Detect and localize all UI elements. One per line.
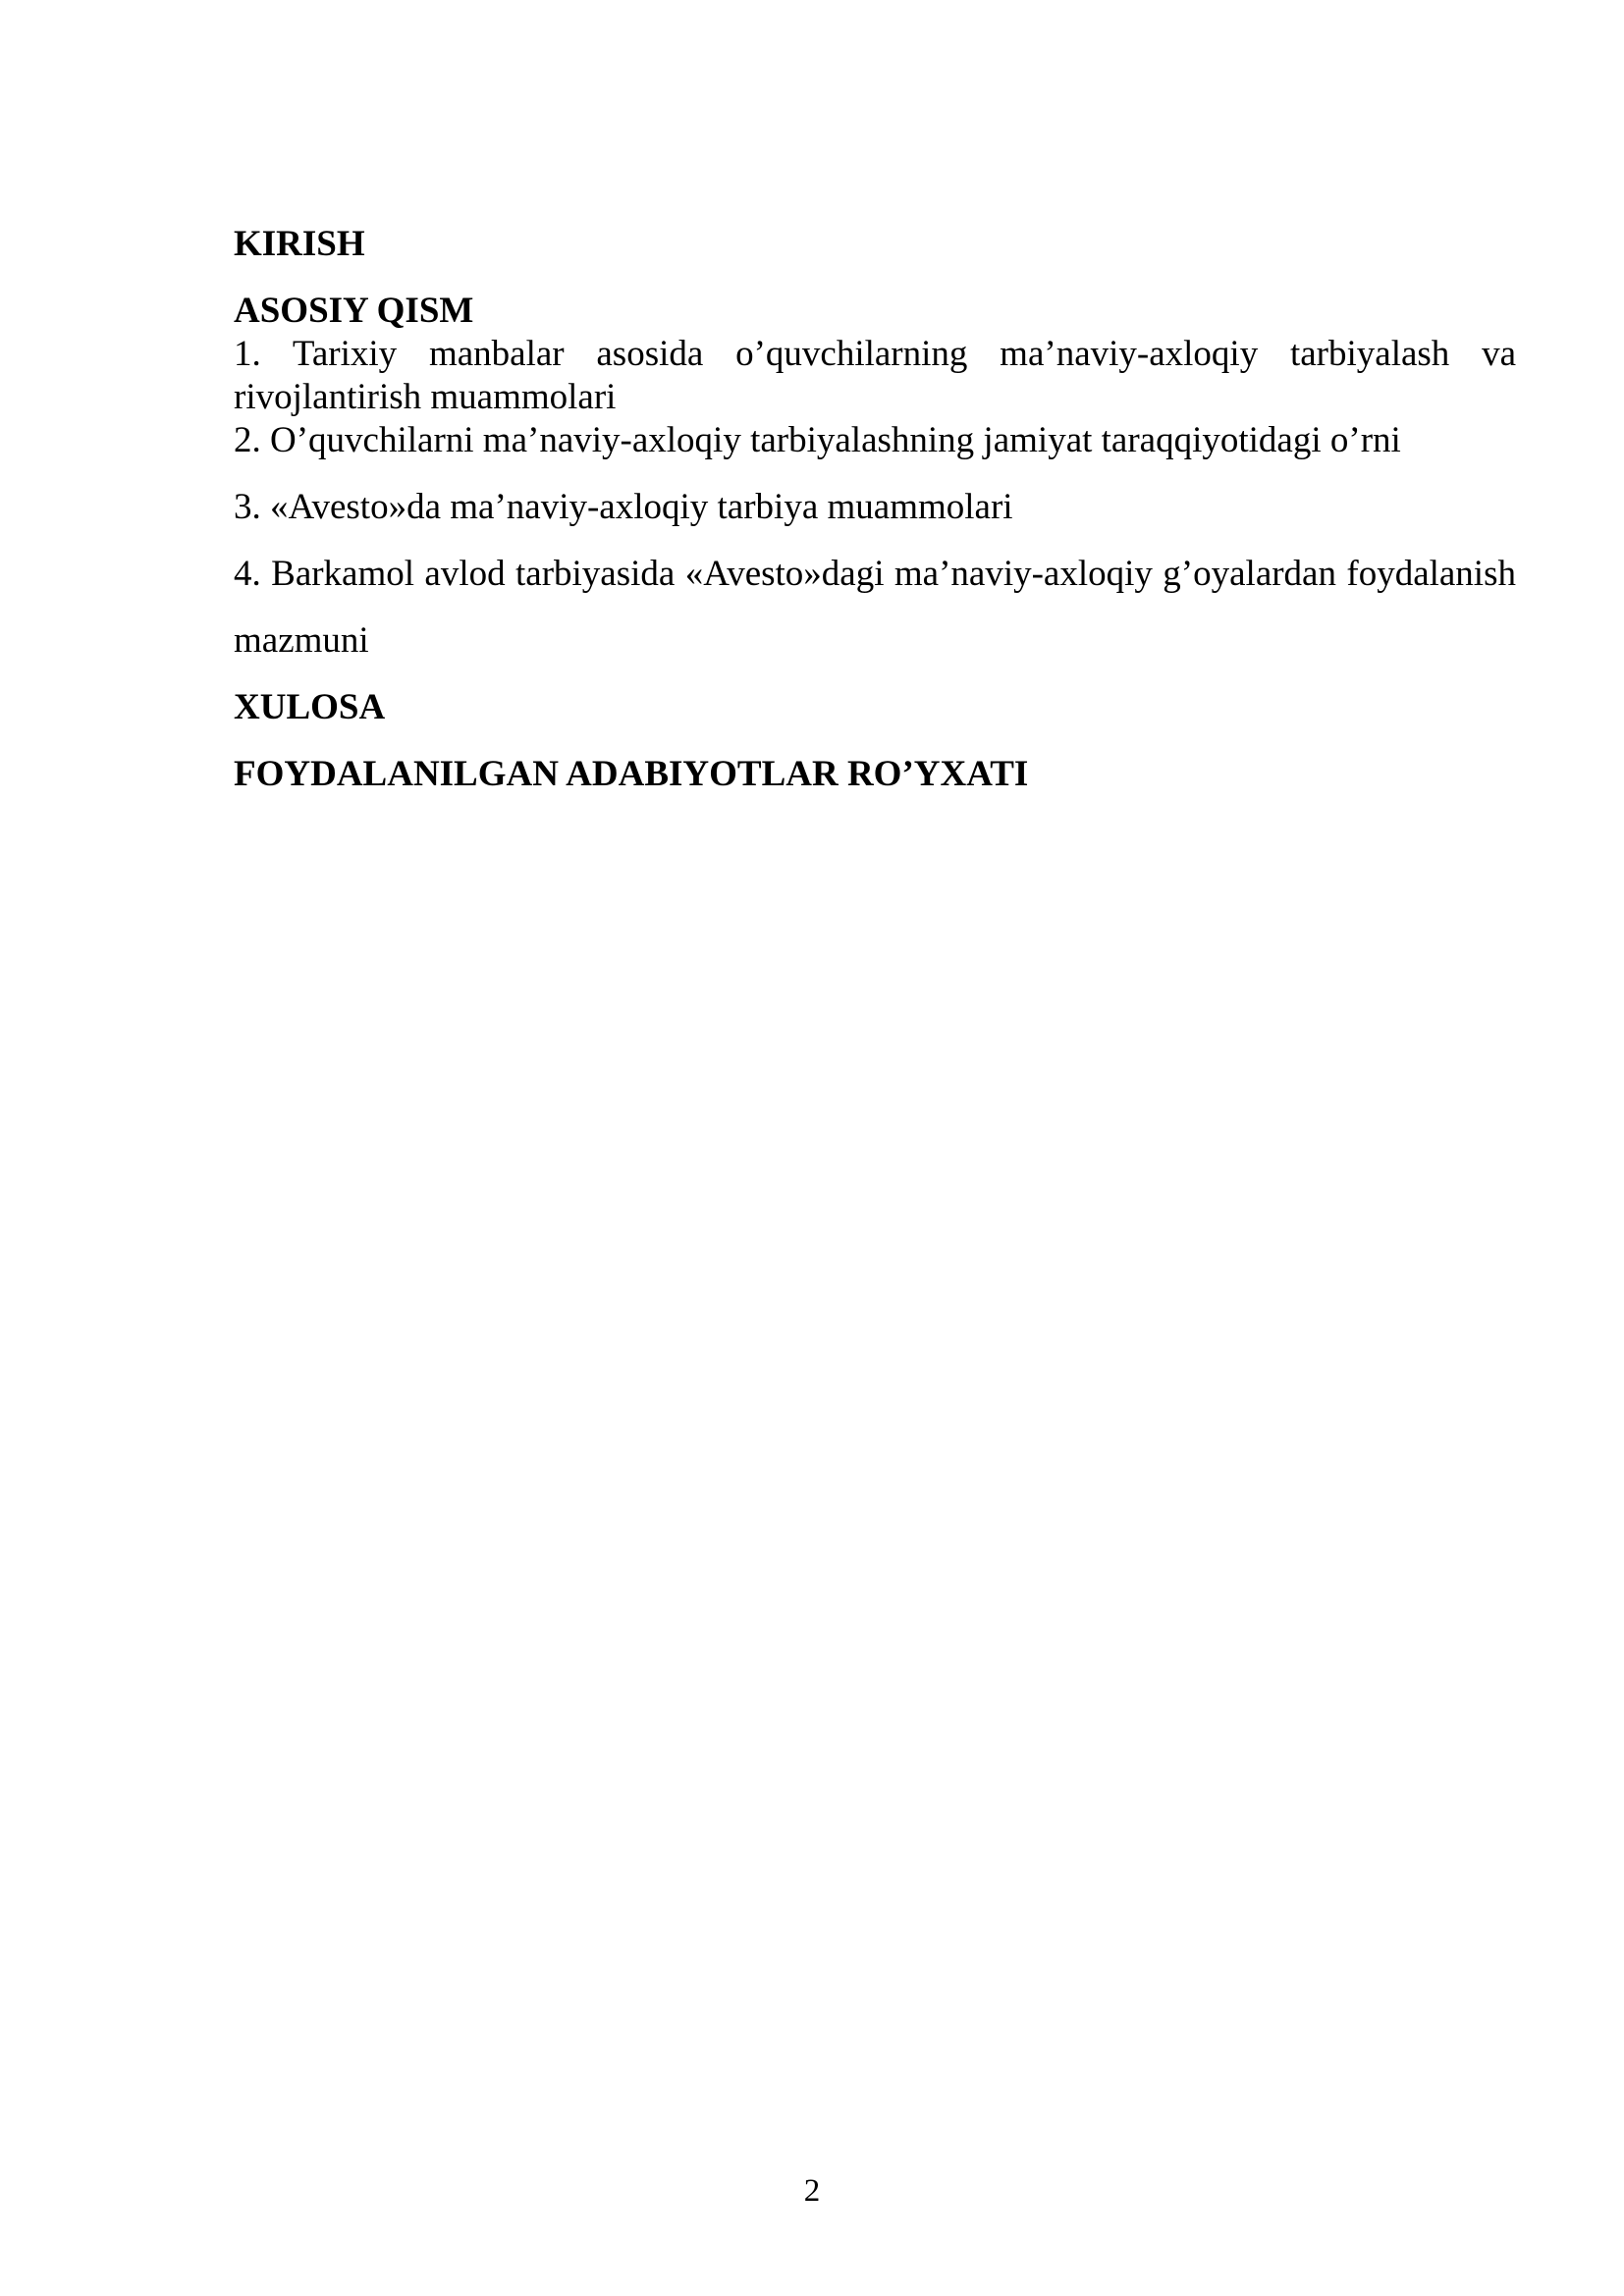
toc-heading-conclusion: XULOSA	[234, 687, 386, 727]
page-number: 2	[803, 2173, 821, 2209]
toc-heading-references: FOYDALANILGAN ADABIYOTLAR RO’YXATI	[234, 754, 1029, 794]
toc-item-1: 1. Tarixiy manbalar asosida o’quvchilarning ma’naviy-axloqiy tarbiyalash va rivojlantirish muammolari	[234, 334, 1516, 417]
toc-heading-intro: KIRISH	[234, 224, 365, 264]
table-of-contents	[234, 216, 1516, 796]
toc-item-3: 3. «Avesto»da ma’naviy-axloqiy tarbiya muammolari	[234, 487, 1013, 527]
toc-heading-main-part: ASOSIY QISM	[234, 291, 474, 331]
toc-item-2: 2. O’quvchilarni ma’naviy-axloqiy tarbiyalashning jamiyat taraqqiyotidagi o’rni	[234, 420, 1401, 460]
toc-item-4: 4. Barkamol avlod tarbiyasida «Avesto»dagi ma’naviy-axloqiy g’oyalardan foydalanish mazmuni	[234, 554, 1516, 661]
